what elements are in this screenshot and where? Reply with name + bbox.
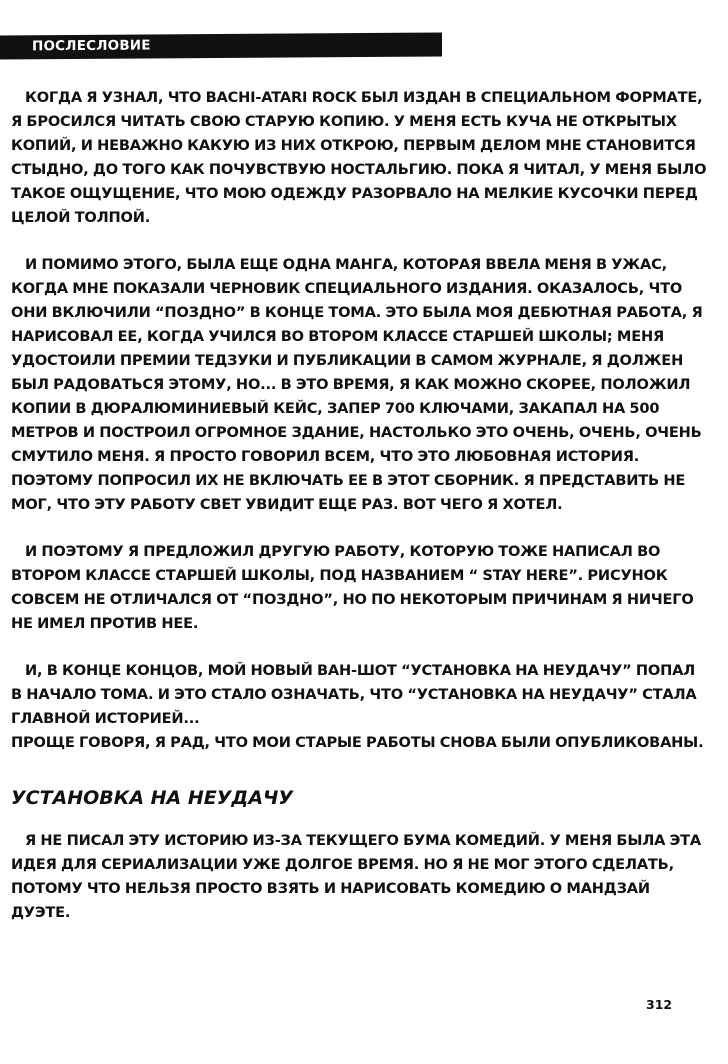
section-header-label: ПОСЛЕСЛОВИЕ — [32, 37, 151, 55]
page-number: 312 — [646, 997, 673, 1012]
paragraph-4: И, В КОНЦЕ КОНЦОВ, МОЙ НОВЫЙ ВАН-ШОТ “УСТАНОВКА НА НЕУДАЧУ” ПОПАЛ В НАЧАЛО ТОМА. И ЭТО СТАЛО ОЗНАЧАТЬ, ЧТО “УСТАНОВКА НА НЕУДАЧУ” СТАЛА ГЛАВНОЙ ИСТОРИЕЙ... — [11, 662, 697, 727]
paragraph-3: И ПОЭТОМУ Я ПРЕДЛОЖИЛ ДРУГУЮ РАБОТУ, КОТОРУЮ ТОЖЕ НАПИСАЛ ВО ВТОРОМ КЛАССЕ СТАРШЕЙ ШКОЛЫ, ПОД НАЗВАНИЕМ “ STAY HERE”. РИСУНОК СОВСЕМ НЕ ОТЛИЧАЛСЯ ОТ “ПОЗДНО”, НО ПО НЕКОТОРЫМ ПРИЧИНАМ Я НИЧЕГО НЕ ИМЕЛ ПРОТИВ НЕЕ. — [11, 543, 694, 632]
section-title: УСТАНОВКА НА НЕУДАЧУ — [11, 787, 294, 809]
paragraph-5: ПРОЩЕ ГОВОРЯ, Я РАД, ЧТО МОИ СТАРЫЕ РАБОТЫ СНОВА БЫЛИ ОПУБЛИКОВАНЫ. — [11, 734, 704, 751]
section-header-bar — [0, 32, 442, 59]
paragraph-2: И ПОМИМО ЭТОГО, БЫЛА ЕЩЕ ОДНА МАНГА, КОТОРАЯ ВВЕЛА МЕНЯ В УЖАС, КОГДА МНЕ ПОКАЗАЛИ ЧЕРНОВИК СПЕЦИАЛЬНОГО ИЗДАНИЯ. ОКАЗАЛОСЬ, ЧТО ОНИ ВКЛЮЧИЛИ “ПОЗДНО” В КОНЦЕ ТОМА. ЭТО БЫЛА МОЯ ДЕБЮТНАЯ РАБОТА, Я НАРИСОВАЛ ЕЕ, КОГДА УЧИЛСЯ ВО ВТОРОМ КЛАССЕ СТАРШЕЙ ШКОЛЫ; МЕНЯ УДОСТОИЛИ ПРЕМИИ ТЕДЗУКИ И ПУБЛИКАЦИИ В САМОМ ЖУРНАЛЕ, Я ДОЛЖЕН БЫЛ РАДОВАТЬСЯ ЭТОМУ, НО... В ЭТО ВРЕМЯ, Я КАК МОЖНО СКОРЕЕ, ПОЛОЖИЛ КОПИИ В ДЮРАЛЮМИНИЕВЫЙ КЕЙС, ЗАПЕР 700 КЛЮЧАМИ, ЗАКАПАЛ НА 500 МЕТРОВ И ПОСТРОИЛ ОГРОМНОЕ ЗДАНИЕ, НАСТОЛЬКО ЭТО ОЧЕНЬ, ОЧЕНЬ, ОЧЕНЬ СМУТИЛО МЕНЯ. Я ПРОСТО ГОВОРИЛ ВСЕМ, ЧТО ЭТО ЛЮБОВНАЯ ИСТОРИЯ. ПОЭТОМУ ПОПРОСИЛ ИХ НЕ ВКЛЮЧАТЬ ЕЕ В ЭТОТ СБОРНИК. Я ПРЕДСТАВИТЬ НЕ МОГ, ЧТО ЭТУ РАБОТУ СВЕТ УВИДИТ ЕЩЕ РАЗ. ВОТ ЧЕГО Я ХОТЕЛ. — [11, 256, 703, 513]
afterword-body — [11, 86, 707, 925]
paragraph-1: КОГДА Я УЗНАЛ, ЧТО BACHI-ATARI ROCK БЫЛ ИЗДАН В СПЕЦИАЛЬНОМ ФОРМАТЕ, Я БРОСИЛСЯ ЧИТАТЬ СВОЮ СТАРУЮ КОПИЮ. У МЕНЯ ЕСТЬ КУЧА НЕ ОТКРЫТЫХ КОПИЙ, И НЕВАЖНО КАКУЮ ИЗ НИХ ОТКРОЮ, ПЕРВЫМ ДЕЛОМ МНЕ СТАНОВИТСЯ СТЫДНО, ДО ТОГО КАК ПОЧУВСТВУЮ НОСТАЛЬГИЮ. ПОКА Я ЧИТАЛ, У МЕНЯ БЫЛО ТАКОЕ ОЩУЩЕНИЕ, ЧТО МОЮ ОДЕЖДУ РАЗОРВАЛО НА МЕЛКИЕ КУСОЧКИ ПЕРЕД ЦЕЛОЙ ТОЛПОЙ. — [11, 89, 707, 226]
section-paragraph: Я НЕ ПИСАЛ ЭТУ ИСТОРИЮ ИЗ-ЗА ТЕКУЩЕГО БУМА КОМЕДИЙ. У МЕНЯ БЫЛА ЭТА ИДЕЯ ДЛЯ СЕРИАЛИЗАЦИИ УЖЕ ДОЛГОЕ ВРЕМЯ. НО Я НЕ МОГ ЭТОГО СДЕЛАТЬ, ПОТОМУ ЧТО НЕЛЬЗЯ ПРОСТО ВЗЯТЬ И НАРИСОВАТЬ КОМЕДИЮ О МАНДЗАЙ ДУЭТЕ. — [11, 832, 702, 921]
